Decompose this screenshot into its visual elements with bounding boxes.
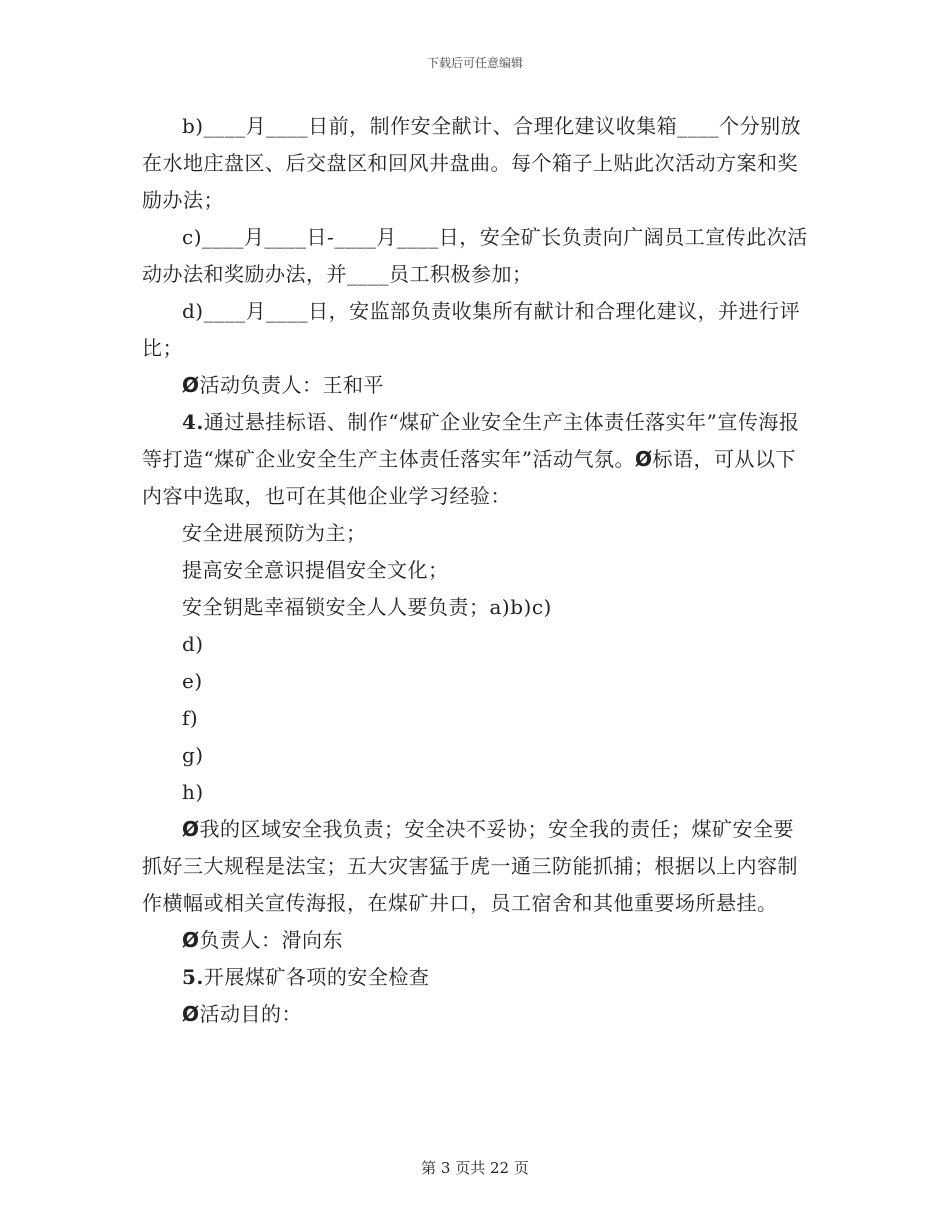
slogan-paragraph-text: 我的区域安全我负责；安全决不妥协；安全我的责任；煤矿安全要抓好三大规程是法宝；五大灾害猛于虎一通三防能抓捕；根据以上内容制作横幅或相关宣传海报，在煤矿井口，员工宿舍和其他重要场所悬挂。: [142, 817, 798, 915]
bullet-symbol: Ø: [634, 447, 653, 471]
responsible-person-line: [142, 922, 812, 959]
list-marker-line: g): [182, 743, 204, 767]
activity-goal-text: 活动目的：: [199, 1002, 303, 1026]
paragraph-d: d)____月____日，安监部负责收集所有献计和合理化建议，并进行评比；: [142, 299, 801, 360]
activity-lead-line: [142, 367, 812, 404]
document-body: [142, 108, 812, 1033]
section-number: 5.: [182, 965, 204, 989]
slogan-line: 安全钥匙幸福锁安全人人要负责；a)b)c): [182, 595, 552, 619]
list-marker-line: e): [182, 669, 203, 693]
slogan-line: 安全进展预防为主；: [182, 521, 367, 545]
section-number: 4.: [182, 410, 204, 434]
slogan-paragraph: [142, 811, 812, 922]
section-5-text: 开展煤矿各项的安全检查: [203, 965, 430, 989]
section-4-text-cont: 标语，可从以下内容中选取，也可在其他企业学习经验：: [142, 447, 796, 508]
responsible-person-text: 负责人：滑向东: [199, 928, 344, 952]
list-marker-line: h): [182, 780, 204, 804]
paragraph-b: b)____月____日前，制作安全献计、合理化建议收集箱____个分别放在水地庄盘区、后交盘区和回风井盘曲。每个箱子上贴此次活动方案和奖励办法；: [142, 114, 802, 212]
bullet-symbol: Ø: [182, 373, 200, 397]
section-4-paragraph: [142, 404, 812, 515]
section-4-text: 通过悬挂标语、制作“煤矿企业安全生产主体责任落实年”宣传海报等打造“煤矿企业安全生产主体责任落实年”活动气氛。: [142, 410, 800, 471]
page-header: 下载后可任意编辑: [426, 56, 523, 70]
bullet-symbol: Ø: [182, 1002, 200, 1026]
bullet-symbol: Ø: [182, 817, 200, 841]
list-marker-line: d): [182, 632, 204, 656]
paragraph-c: c)____月____日-____月____日，安全矿长负责向广阔员工宣传此次活动办法和奖励办法，并____员工积极参加；: [142, 225, 808, 286]
slogan-line: 提高安全意识提倡安全文化；: [182, 558, 449, 582]
list-marker-line: f): [182, 706, 199, 730]
bullet-symbol: Ø: [182, 928, 200, 952]
activity-goal-line: [142, 996, 812, 1033]
activity-lead-text: 活动负责人：王和平: [199, 373, 385, 397]
section-5-heading: [142, 959, 812, 996]
page-footer: 第 3 页共 22 页: [421, 1159, 529, 1177]
